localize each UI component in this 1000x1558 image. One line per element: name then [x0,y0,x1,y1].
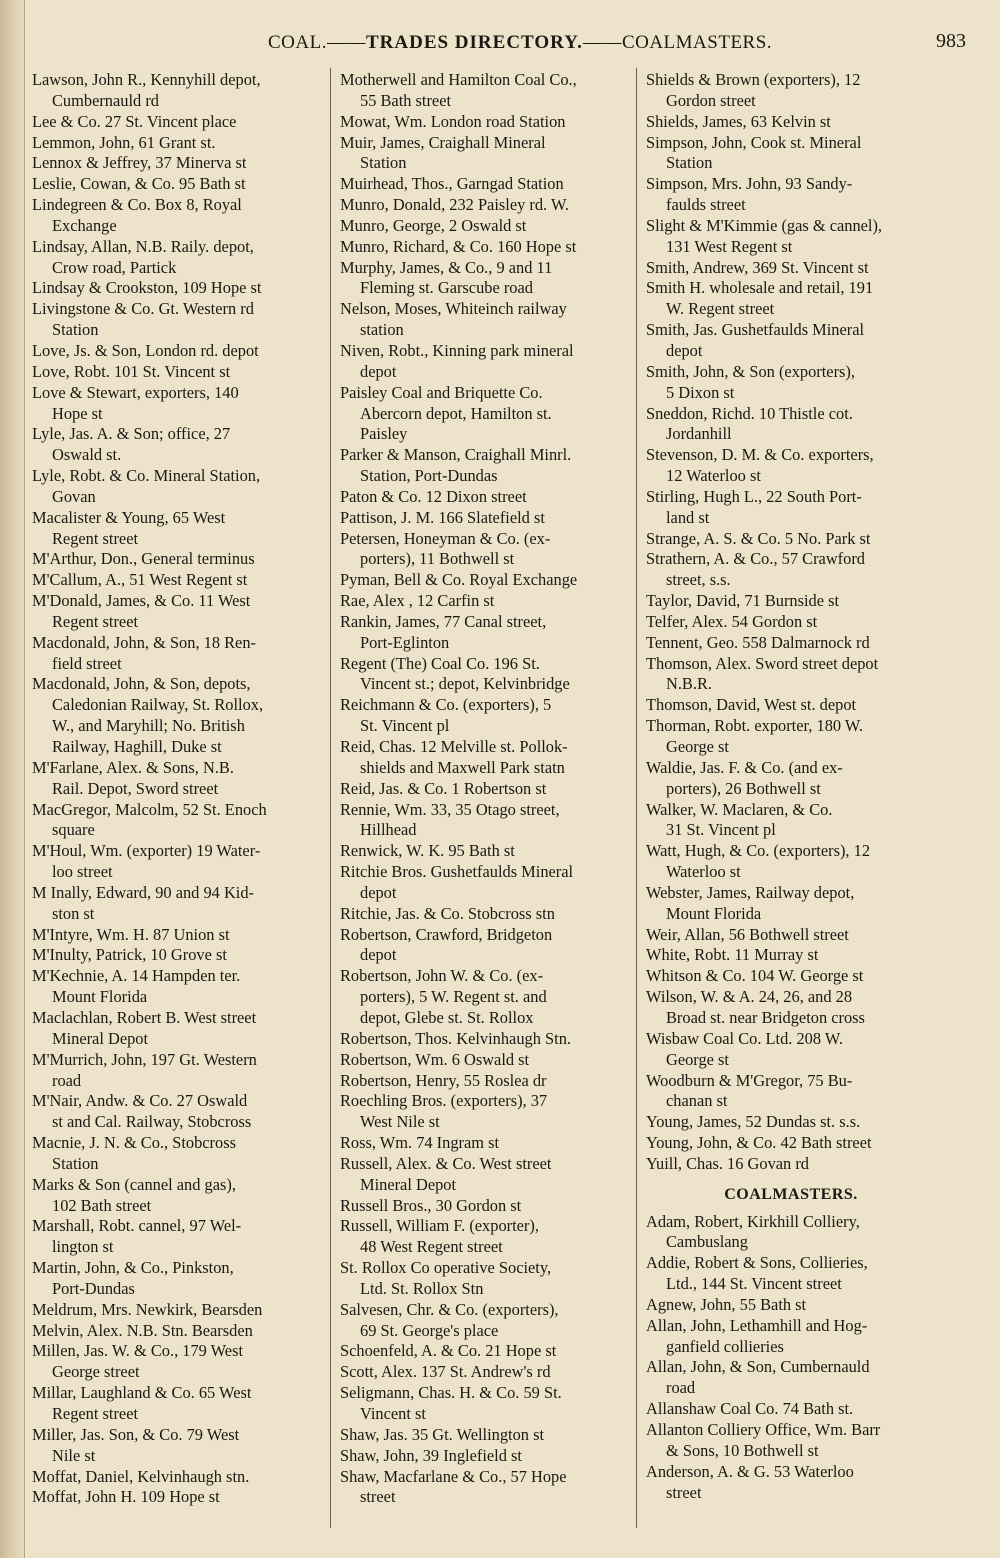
directory-entry: Rae, Alex , 12 Carfin st [340,591,495,611]
directory-entry: Robertson, Wm. 6 Oswald st [340,1049,530,1069]
directory-entry: M'Intyre, Wm. H. 87 Union st [32,924,230,944]
directory-entry: Meldrum, Mrs. Newkirk, Bearsden [32,1299,263,1319]
directory-entry: Webster, James, Railway depot, Mount Florida [646,882,855,923]
directory-entry: Wilson, W. & A. 24, 26, and 28 Broad st. near Bridgeton cross [646,987,865,1027]
directory-entry: Taylor, David, 71 Burnside st [646,591,840,611]
directory-entry: Allan, John, & Son, Cumbernauld road [646,1357,870,1398]
directory-entry: Strange, A. S. & Co. 5 No. Park st [646,528,871,548]
directory-entry: Simpson, John, Cook st. Mineral Station [646,132,862,173]
directory-entry: White, Robt. 11 Murray st [646,945,819,965]
directory-entry: Slight & M'Kimmie (gas & cannel), 131 West Regent st [646,215,883,256]
directory-entry: Livingstone & Co. Gt. Western rd Station [32,299,254,340]
directory-entry: Rankin, James, 77 Canal street, Port-Eglinton [340,611,547,652]
directory-entry: Thorman, Robt. exporter, 180 W. George st [646,716,863,756]
directory-entry: Reid, Jas. & Co. 1 Robertson st [340,778,547,798]
directory-entry: Miller, Jas. Son, & Co. 79 West Nile st [32,1424,240,1465]
directory-entry: Robertson, Crawford, Bridgeton depot [340,924,553,965]
directory-entry: Macdonald, John, & Son, depots, Caledonian Railway, St. Rollox, W., and Maryhill; No. British Railway, Haghill, Duke st [32,674,264,756]
directory-entry: Walker, W. Maclaren, & Co. 31 St. Vincent pl [646,799,833,840]
directory-entry: Roechling Bros. (exporters), 37 West Nile st [340,1091,548,1132]
column-divider [636,68,637,1528]
section-heading-coalmasters: COALMASTERS. [724,1185,858,1203]
page-binding-edge [0,0,25,1558]
directory-entry: Lyle, Jas. A. & Son; office, 27 Oswald st. [32,424,231,465]
directory-entry: Renwick, W. K. 95 Bath st [340,841,515,861]
directory-entry: Young, James, 52 Dundas st. s.s. [646,1112,861,1132]
directory-entry: Shields & Brown (exporters), 12 Gordon street [646,70,861,110]
directory-entry: Millen, Jas. W. & Co., 179 West George street [32,1341,244,1382]
directory-entry: Lindsay & Crookston, 109 Hope st [32,278,262,298]
directory-entry: Schoenfeld, A. & Co. 21 Hope st [340,1341,557,1361]
directory-column-3 [646,70,936,1503]
directory-entry: Moffat, John H. 109 Hope st [32,1487,220,1507]
header-left: COAL.—— [268,32,366,53]
directory-entry: Addie, Robert & Sons, Collieries, Ltd., 144 St. Vincent street [646,1253,868,1294]
directory-entry: Stevenson, D. M. & Co. exporters, 12 Waterloo st [646,445,874,486]
directory-entry: Lyle, Robt. & Co. Mineral Station, Govan [32,466,261,506]
directory-entry: Mowat, Wm. London road Station [340,111,566,131]
directory-entry: Murphy, James, & Co., 9 and 11 Fleming st. Garscube road [340,257,553,298]
directory-entry: Rennie, Wm. 33, 35 Otago street, Hillhead [340,799,560,840]
directory-entry: Shaw, Macfarlane & Co., 57 Hope street [340,1466,567,1507]
directory-entry: M Inally, Edward, 90 and 94 Kid- ston st [32,882,254,923]
directory-entry: Watt, Hugh, & Co. (exporters), 12 Waterloo st [646,841,871,882]
directory-entry: Love, Js. & Son, London rd. depot [32,340,259,360]
directory-entry: Petersen, Honeyman & Co. (ex- porters), 11 Bothwell st [340,528,551,569]
directory-entry: Lee & Co. 27 St. Vincent place [32,111,237,131]
directory-entry: M'Inulty, Patrick, 10 Grove st [32,945,227,965]
directory-entry: Allanshaw Coal Co. 74 Bath st. [646,1399,854,1419]
directory-entry: Munro, Donald, 232 Paisley rd. W. [340,195,570,215]
directory-entry: Pyman, Bell & Co. Royal Exchange [340,570,578,590]
directory-entry: Paisley Coal and Briquette Co. Abercorn depot, Hamilton st. Paisley [340,382,552,444]
directory-entry: Lennox & Jeffrey, 37 Minerva st [32,153,247,173]
directory-entry: Regent (The) Coal Co. 196 St. Vincent st.; depot, Kelvinbridge [340,653,570,694]
directory-entry: Wisbaw Coal Co. Ltd. 208 W. George st [646,1028,843,1069]
directory-entry: Marshall, Robt. cannel, 97 Wel- lington st [32,1216,242,1257]
directory-entry: Thomson, David, West st. depot [646,695,857,715]
directory-entry: Lemmon, John, 61 Grant st. [32,132,216,152]
directory-entry: Sneddon, Richd. 10 Thistle cot. Jordanhill [646,403,853,444]
directory-entry: M'Murrich, John, 197 Gt. Western road [32,1049,257,1090]
directory-entry: Martin, John, & Co., Pinkston, Port-Dundas [32,1258,234,1298]
directory-entry: Robertson, John W. & Co. (ex- porters), 5 W. Regent st. and depot, Glebe st. St. Rollox [340,966,547,1027]
directory-entry: M'Donald, James, & Co. 11 West Regent street [32,591,251,631]
directory-entry: Reid, Chas. 12 Melville st. Pollok- shields and Maxwell Park statn [340,737,568,777]
directory-entry: Lindegreen & Co. Box 8, Royal Exchange [32,195,242,235]
directory-entry: M'Kechnie, A. 14 Hampden ter. Mount Florida [32,966,241,1007]
directory-entry: Motherwell and Hamilton Coal Co., 55 Bath street [340,70,577,110]
directory-entry: Shaw, John, 39 Inglefield st [340,1445,522,1465]
directory-entry: Adam, Robert, Kirkhill Colliery, Cambuslang [646,1211,860,1252]
directory-entry: Love & Stewart, exporters, 140 Hope st [32,382,239,423]
directory-entry: Lindsay, Allan, N.B. Raily. depot, Crow road, Partick [32,236,254,277]
directory-entry: Marks & Son (cannel and gas), 102 Bath street [32,1174,236,1215]
directory-entry: M'Callum, A., 51 West Regent st [32,570,248,590]
directory-entry: Parker & Manson, Craighall Minrl. Station, Port-Dundas [340,445,572,486]
directory-entry: Lawson, John R., Kennyhill depot, Cumbernauld rd [32,70,261,110]
directory-entry: Yuill, Chas. 16 Govan rd [646,1153,809,1173]
directory-entry: Whitson & Co. 104 W. George st [646,966,864,986]
directory-entry: Macdonald, John, & Son, 18 Ren- field street [32,632,256,673]
directory-entry: Ritchie, Jas. & Co. Stobcross stn [340,903,555,923]
directory-entry: Robertson, Henry, 55 Roslea dr [340,1070,547,1090]
directory-entry: Smith H. wholesale and retail, 191 W. Regent street [646,278,874,319]
directory-entry: Smith, Andrew, 369 St. Vincent st [646,257,869,277]
coalmaster-list [646,1212,936,1504]
page-number: 983 [936,30,966,52]
directory-entry: Paton & Co. 12 Dixon street [340,486,527,506]
directory-entry: Pattison, J. M. 166 Slatefield st [340,507,545,527]
directory-entry: Munro, George, 2 Oswald st [340,215,527,235]
directory-entry: Tennent, Geo. 558 Dalmarnock rd [646,632,870,652]
directory-entry: Millar, Laughland & Co. 65 West Regent street [32,1383,252,1423]
directory-entry: Anderson, A. & G. 53 Waterloo street [646,1461,854,1502]
directory-entry: Telfer, Alex. 54 Gordon st [646,611,818,631]
running-title [268,32,828,54]
directory-entry: Reichmann & Co. (exporters), 5 St. Vincent pl [340,695,552,736]
directory-entry: Seligmann, Chas. H. & Co. 59 St. Vincent st [340,1383,562,1423]
directory-entry: Niven, Robt., Kinning park mineral depot [340,340,574,381]
directory-entry: St. Rollox Co operative Society, Ltd. St. Rollox Stn [340,1258,552,1298]
header-center: TRADES DIRECTORY. [365,32,583,53]
directory-entry: Waldie, Jas. F. & Co. (and ex- porters), 26 Bothwell st [646,757,843,798]
directory-entry: Macnie, J. N. & Co., Stobcross Station [32,1133,236,1173]
directory-entry: Ritchie Bros. Gushetfaulds Mineral depot [340,862,574,902]
directory-entry: Melvin, Alex. N.B. Stn. Bearsden [32,1320,253,1340]
directory-entry: M'Houl, Wm. (exporter) 19 Water- loo street [32,841,261,882]
directory-entry: Russell, Alex. & Co. West street Mineral Depot [340,1153,552,1194]
directory-entry: Allan, John, Lethamhill and Hog- ganfield collieries [646,1315,868,1356]
directory-entry: Robertson, Thos. Kelvinhaugh Stn. [340,1028,571,1048]
directory-entry: Stirling, Hugh L., 22 South Port- land st [646,486,862,527]
directory-entry: Nelson, Moses, Whiteinch railway station [340,299,567,340]
directory-entry: Muir, James, Craighall Mineral Station [340,132,546,173]
directory-entry: Russell, William F. (exporter), 48 West Regent street [340,1216,539,1257]
coal-merchant-list [646,70,936,1175]
directory-entry: Leslie, Cowan, & Co. 95 Bath st [32,174,246,194]
page-header [0,32,1000,58]
header-right: ——COALMASTERS. [582,32,773,53]
directory-entry: Strathern, A. & Co., 57 Crawford street, s.s. [646,549,865,590]
directory-entry: Salvesen, Chr. & Co. (exporters), 69 St. George's place [340,1299,559,1340]
directory-entry: Shaw, Jas. 35 Gt. Wellington st [340,1424,545,1444]
directory-entry: Agnew, John, 55 Bath st [646,1294,807,1314]
directory-entry: Muirhead, Thos., Garngad Station [340,174,564,194]
directory-entry: Woodburn & M'Gregor, 75 Bu- chanan st [646,1070,853,1111]
directory-entry: Maclachlan, Robert B. West street Mineral Depot [32,1007,257,1048]
directory-entry: Scott, Alex. 137 St. Andrew's rd [340,1362,551,1382]
directory-entry: Young, John, & Co. 42 Bath street [646,1133,872,1153]
directory-entry: Shields, James, 63 Kelvin st [646,111,831,131]
directory-entry: Smith, Jas. Gushetfaulds Mineral depot [646,320,865,360]
directory-entry: Ross, Wm. 74 Ingram st [340,1133,500,1153]
directory-entry: Smith, John, & Son (exporters), 5 Dixon st [646,361,855,402]
column-divider [330,68,331,1528]
directory-entry: Russell Bros., 30 Gordon st [340,1195,522,1215]
directory-entry: Thomson, Alex. Sword street depot N.B.R. [646,653,879,694]
directory-column-1 [32,70,320,1508]
directory-entry: Moffat, Daniel, Kelvinhaugh stn. [32,1466,250,1486]
directory-entry: M'Nair, Andw. & Co. 27 Oswald st and Cal. Railway, Stobcross [32,1091,252,1132]
directory-column-2 [340,70,626,1508]
directory-entry: Macalister & Young, 65 West Regent street [32,507,226,548]
directory-entry: Simpson, Mrs. John, 93 Sandy- faulds street [646,174,853,215]
directory-entry: Allanton Colliery Office, Wm. Barr & Sons, 10 Bothwell st [646,1420,881,1460]
directory-entry: M'Farlane, Alex. & Sons, N.B. Rail. Depot, Sword street [32,757,234,798]
directory-entry: M'Arthur, Don., General terminus [32,549,255,569]
directory-entry: Munro, Richard, & Co. 160 Hope st [340,236,577,256]
directory-entry: Love, Robt. 101 St. Vincent st [32,361,231,381]
directory-entry: MacGregor, Malcolm, 52 St. Enoch square [32,799,267,840]
directory-entry: Weir, Allan, 56 Bothwell street [646,924,849,944]
